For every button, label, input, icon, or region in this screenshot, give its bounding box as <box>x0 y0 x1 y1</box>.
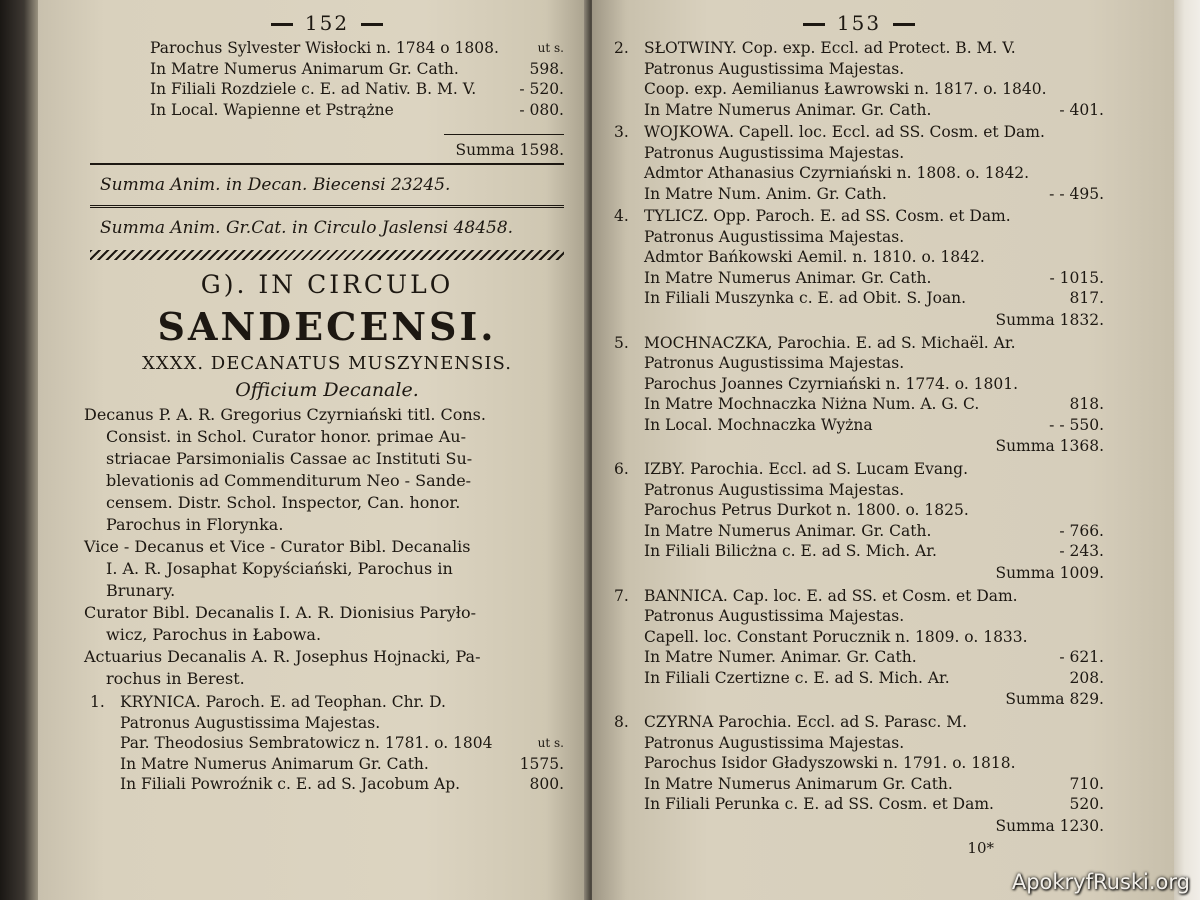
entry-line-text: Patronus Augustissima Majestas. <box>644 733 905 752</box>
entry-line <box>614 163 1104 184</box>
entry-line-text: In Filiali Muszynka c. E. ad Obit. S. Joan. <box>644 289 967 307</box>
entry-line-text: In Matre Num. Anim. Gr. Cath. <box>644 184 887 203</box>
entry-line-text: In Filiali Powroźnik c. E. ad S. Jacobum Ap. <box>120 775 461 793</box>
paragraph-decanus <box>84 404 564 536</box>
parish-entries <box>614 38 1104 837</box>
entry-line-text: In Matre Numerus Animar. Gr. Cath. <box>644 268 932 287</box>
entry-line-text: In Local. Wapienne et Pstrążne <box>150 100 394 119</box>
summa-total: Summa 1368. <box>995 437 1104 455</box>
paragraph-first-line: Curator Bibl. Decanalis I. A. R. Dionisius Paryło- <box>84 603 476 622</box>
entry-line-text: Patronus Augustissima Majestas. <box>644 354 905 372</box>
entry-line <box>614 79 1104 100</box>
entry-line-number: - 1015. <box>1049 268 1104 287</box>
parish-entry <box>614 459 1104 584</box>
entry-line <box>614 415 1104 436</box>
entry-line <box>614 59 1104 80</box>
entry-line <box>614 480 1104 501</box>
summa-total: Summa 1230. <box>995 816 1104 835</box>
right-page <box>592 0 1174 900</box>
entry-line <box>614 100 1104 121</box>
entry-line <box>614 374 1104 395</box>
entry-line-number: ut s. <box>537 41 564 55</box>
summa-total: Summa 829. <box>1005 690 1104 708</box>
entry-line <box>614 668 1104 689</box>
entry-line <box>150 79 564 100</box>
book-left-edge <box>0 0 40 900</box>
book-right-edge <box>1174 0 1200 900</box>
entry-line-number: 520. <box>1069 795 1104 813</box>
signature-mark: 10* <box>967 838 994 857</box>
entry-line <box>614 753 1104 774</box>
entry-line <box>614 606 1104 627</box>
parish-entry-head <box>614 712 1104 733</box>
entry-line <box>90 774 564 795</box>
paragraph-line: Brunary. <box>106 581 176 600</box>
paragraph-line: rochus in Berest. <box>106 669 245 688</box>
decan-summa: Summa Anim. in Decan. Biecensi 23245. <box>100 175 451 195</box>
parish-entry-head <box>614 333 1104 354</box>
summa-total: Summa 1598. <box>455 141 564 159</box>
summa-total: Summa 1009. <box>995 563 1104 582</box>
entry-line <box>614 521 1104 542</box>
page-number-dash <box>361 23 383 26</box>
summa-rule-wrap <box>150 120 564 139</box>
page-number-dash <box>271 23 293 26</box>
parish-name: SŁOTWINY. Cop. exp. Eccl. ad Protect. B. M. V. <box>644 39 1016 57</box>
entry-line-number: 817. <box>1069 289 1104 307</box>
entry-line-text: In Matre Numerus Animarum Gr. Cath. <box>644 774 953 793</box>
parish-index: 4. <box>614 207 629 225</box>
parish-name: WOJKOWA. Capell. loc. Eccl. ad SS. Cosm. et Dam. <box>644 123 1045 141</box>
parish-entry-head <box>90 692 564 713</box>
entry-line <box>614 627 1104 648</box>
entry-line <box>614 184 1104 205</box>
parish-entry <box>614 122 1104 204</box>
watermark: ApokryfRuski.org <box>1011 870 1190 894</box>
entry-line <box>614 500 1104 521</box>
paragraph-vice-decanus <box>84 536 564 602</box>
paragraph-actuarius <box>84 646 564 690</box>
entry-line <box>614 288 1104 309</box>
entry-line <box>150 100 564 121</box>
parish-entry <box>614 206 1104 331</box>
entry-line <box>614 733 1104 754</box>
entry-line <box>614 247 1104 268</box>
entry-line-number: 818. <box>1069 395 1104 413</box>
left-page-number <box>90 8 564 38</box>
entry-line <box>614 143 1104 164</box>
officium-heading: Officium Decanale. <box>235 379 419 401</box>
circulo-title: G). IN CIRCULO <box>200 270 454 299</box>
parish-entry-head <box>614 38 1104 59</box>
page-number-dash <box>893 23 915 26</box>
parish-name: KRYNICA. Paroch. E. ad Teophan. Chr. D. <box>120 693 446 711</box>
parish-index: 8. <box>614 713 629 731</box>
entry-line-text: Parochus Petrus Durkot n. 1800. o. 1825. <box>644 501 969 519</box>
page-number-text: 152 <box>304 11 350 35</box>
entry-line-number: 598. <box>529 59 564 78</box>
entry-line <box>90 713 564 734</box>
entry-line-number: 710. <box>1069 774 1104 793</box>
entry-line <box>150 38 564 59</box>
parish-index: 1. <box>90 693 105 711</box>
summa-total: Summa 1832. <box>995 310 1104 329</box>
entry-line <box>614 227 1104 248</box>
entry-line-text: In Filiali Perunka c. E. ad SS. Cosm. et Dam. <box>644 795 994 813</box>
officium-paragraphs <box>84 404 564 690</box>
entry-line-number: 800. <box>529 775 564 793</box>
circulo-summa: Summa Anim. Gr.Cat. in Circulo Jaslensi 48458. <box>100 218 514 238</box>
entry-line <box>614 394 1104 415</box>
entry-line-number: ut s. <box>537 736 564 750</box>
entry-line-text: In Matre Mochnaczka Niżna Num. A. G. C. <box>644 395 980 413</box>
parish-name: IZBY. Parochia. Eccl. ad S. Lucam Evang. <box>644 460 968 478</box>
entry-line-text: In Filiali Rozdziele c. E. ad Nativ. B. M. V. <box>150 80 477 98</box>
entry-line <box>90 754 564 775</box>
entry-line-number: - 080. <box>519 100 564 119</box>
entry-line-text: In Matre Numerus Animar. Gr. Cath. <box>644 521 932 540</box>
parish-entry-head <box>614 122 1104 143</box>
entry-line-text: In Filiali Czertizne c. E. ad S. Mich. Ar. <box>644 668 950 687</box>
entry-line <box>90 733 564 754</box>
entry-line-text: Par. Theodosius Sembratowicz n. 1781. o. 1804 <box>120 734 493 752</box>
parish-index: 3. <box>614 123 629 141</box>
entry-line-number: - - 495. <box>1049 184 1104 203</box>
page-number-text: 153 <box>836 11 882 35</box>
parish-name: MOCHNACZKA, Parochia. E. ad S. Michaël. Ar. <box>644 333 1016 352</box>
entry-line <box>150 59 564 80</box>
summa-rule <box>444 134 564 135</box>
entry-line-text: Parochus Joannes Czyrniański n. 1774. o. 1801. <box>644 374 1019 393</box>
parish-index: 2. <box>614 39 629 57</box>
entry-line-text: Patronus Augustissima Majestas. <box>644 59 905 78</box>
paragraph-line: wicz, Parochus in Łabowa. <box>106 625 322 644</box>
entry-line-text: Parochus Isidor Gładyszowski n. 1791. o. 1818. <box>644 754 1016 772</box>
entry-line-number: - - 550. <box>1049 415 1104 434</box>
entry-line-text: Admtor Athanasius Czyrniański n. 1808. o. 1842. <box>644 164 1030 182</box>
parish-entry <box>614 586 1104 711</box>
parish-entry <box>614 333 1104 458</box>
entry-line-text: Patronus Augustissima Majestas. <box>644 607 905 625</box>
entry-line-number: - 401. <box>1059 100 1104 119</box>
ornamental-rule <box>90 250 564 260</box>
section-rule-double <box>90 205 564 208</box>
parish-name: BANNICA. Cap. loc. E. ad SS. et Cosm. et Dam. <box>644 586 1018 605</box>
entry-line <box>614 647 1104 668</box>
entry-line <box>614 268 1104 289</box>
entry-line-text: Coop. exp. Aemilianus Ławrowski n. 1817. o. 1840. <box>644 80 1047 98</box>
paragraph-line: I. A. R. Josaphat Kopyściański, Parochus in <box>106 559 453 578</box>
entry-line <box>614 541 1104 562</box>
decanatus-heading: XXXX. DECANATUS MUSZYNENSIS. <box>142 353 512 374</box>
paragraph-line: Parochus in Florynka. <box>106 515 284 534</box>
left-page <box>38 0 590 900</box>
paragraph-first-line: Decanus P. A. R. Gregorius Czyrniański titl. Cons. <box>84 405 486 424</box>
circulo-name: SANDECENSI. <box>157 304 497 349</box>
entry-line-number: 1575. <box>519 754 564 773</box>
entry-line-text: Patronus Augustissima Majestas. <box>644 143 905 162</box>
right-page-number <box>614 8 1104 38</box>
entry-line-text: Patronus Augustissima Majestas. <box>120 713 381 732</box>
parish-entry <box>90 692 564 795</box>
entry-line <box>614 353 1104 374</box>
parish-entry-head <box>614 586 1104 607</box>
entry-line <box>614 794 1104 815</box>
paragraph-first-line: Actuarius Decanalis A. R. Josephus Hojnacki, Pa- <box>84 647 481 666</box>
page-number-dash <box>803 23 825 26</box>
section-rule <box>90 163 564 165</box>
entry-line-number: - 520. <box>519 80 564 98</box>
entry-line-text: In Matre Numerus Animar. Gr. Cath. <box>644 100 932 119</box>
entry-line-text: In Local. Mochnaczka Wyżna <box>644 415 873 434</box>
parish-entry <box>614 712 1104 837</box>
entry-line-text: In Filiali Bilicżna c. E. ad S. Mich. Ar. <box>644 542 937 560</box>
entry-line <box>614 774 1104 795</box>
entry-line-number: - 621. <box>1059 648 1104 666</box>
entry-line-number: - 243. <box>1059 542 1104 560</box>
entry-line-text: Parochus Sylvester Wisłocki n. 1784 o 1808. <box>150 39 499 57</box>
entry-line-text: In Matre Numer. Animar. Gr. Cath. <box>644 648 917 666</box>
entry-line-number: - 766. <box>1059 521 1104 540</box>
parish-index: 6. <box>614 460 629 478</box>
entry-line-text: Patronus Augustissima Majestas. <box>644 227 905 246</box>
paragraph-line: censem. Distr. Schol. Inspector, Can. honor. <box>106 493 461 512</box>
entry-line-text: Capell. loc. Constant Porucznik n. 1809. o. 1833. <box>644 627 1028 646</box>
parish-name: CZYRNA Parochia. Eccl. ad S. Parasc. M. <box>644 713 968 731</box>
paragraph-line: striacae Parsimonialis Cassae ac Instituti Su- <box>106 449 473 468</box>
parish-name: TYLICZ. Opp. Paroch. E. ad SS. Cosm. et Dam. <box>644 207 1011 225</box>
top-entries <box>90 38 564 161</box>
paragraph-line: Consist. in Schol. Curator honor. primae Au- <box>106 427 466 446</box>
entry-line-text: Patronus Augustissima Majestas. <box>644 480 905 499</box>
paragraph-first-line: Vice - Decanus et Vice - Curator Bibl. Decanalis <box>84 537 471 556</box>
parish-index: 7. <box>614 586 629 605</box>
parish-index: 5. <box>614 333 629 352</box>
entry-line-text: In Matre Numerus Animarum Gr. Cath. <box>150 59 459 78</box>
entry-line-text: In Matre Numerus Animarum Gr. Cath. <box>120 754 429 773</box>
paragraph-line: blevationis ad Commenditurum Neo - Sande- <box>106 471 472 490</box>
entry-line-text: Admtor Bańkowski Aemil. n. 1810. o. 1842. <box>644 248 985 266</box>
paragraph-curator <box>84 602 564 646</box>
parish-entry-head <box>614 206 1104 227</box>
parish-entry <box>614 38 1104 120</box>
entry-line-number: 208. <box>1069 668 1104 687</box>
parish-entry-head <box>614 459 1104 480</box>
